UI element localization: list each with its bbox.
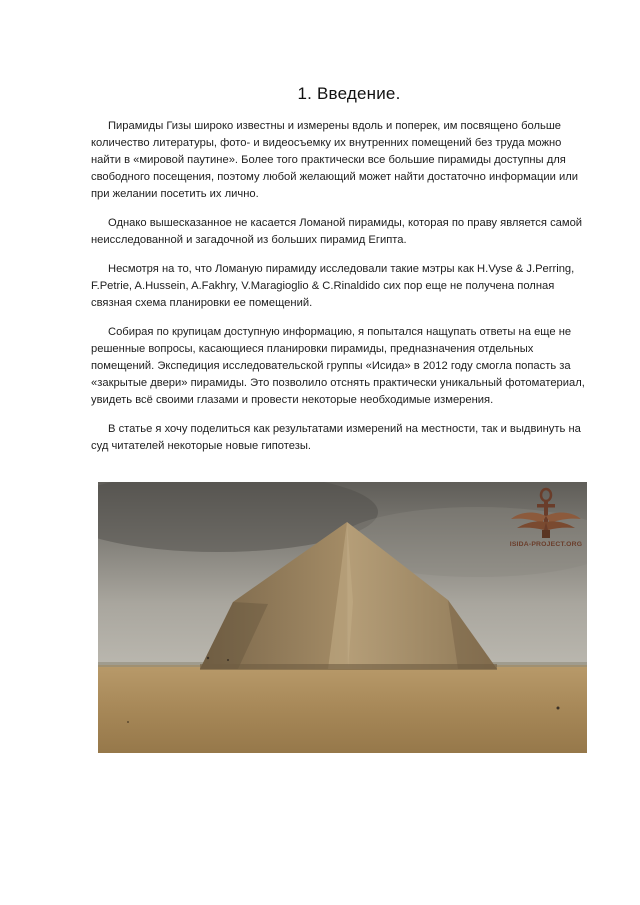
- paragraph-4: Собирая по крупицам доступную информацию, я попытался нащупать ответы на еще не решенные вопросы, касающиеся планировки пирамиды, предназначения отдельных помещений. Экспедиция исследовательской группы «Исида» в 2012 году смогла попасть за «закрытые двери» пирамиды. Это позволило отснять практически уникальный фотоматериал, увидеть всё своими глазами и провести некоторые необходимые измерения.: [91, 326, 585, 406]
- watermark-text: ISIDA-PROJECT.ORG: [509, 541, 583, 548]
- document-body: [91, 118, 593, 467]
- paragraph-1: Пирамиды Гизы широко известны и измерены вдоль и поперек, им посвящено больше количество литературы, фото- и видеосъемку их внутренних помещений без труда можно найти в «мировой паутине». Более того практически все большие пирамиды доступны для свободного посещения, поэтому любой желающий может найти достаточно информации или при желании посетить их лично.: [91, 120, 579, 200]
- winged-ankh-logo-icon: [509, 486, 583, 542]
- paragraph-5: В статье я хочу поделиться как результатами измерений на местности, так и выдвинуть на суд читателей некоторые новые гипотезы.: [91, 423, 581, 452]
- bent-pyramid-photo: [98, 482, 587, 753]
- page-title: 1. Введение.: [297, 84, 401, 103]
- paragraph-2: Однако вышесказанное не касается Ломаной пирамиды, которая по праву является самой неисследованной и загадочной из больших пирамид Египта.: [91, 217, 583, 246]
- isida-project-logo: [509, 486, 583, 552]
- paragraph-3: Несмотря на то, что Ломаную пирамиду исследовали такие мэтры как H.Vyse & J.Perring, F.Petrie, A.Hussein, A.Fakhry, V.Maragioglio & C.Rinaldido сих пор еще не получена полная связная схема планировки ее помещений.: [91, 263, 575, 309]
